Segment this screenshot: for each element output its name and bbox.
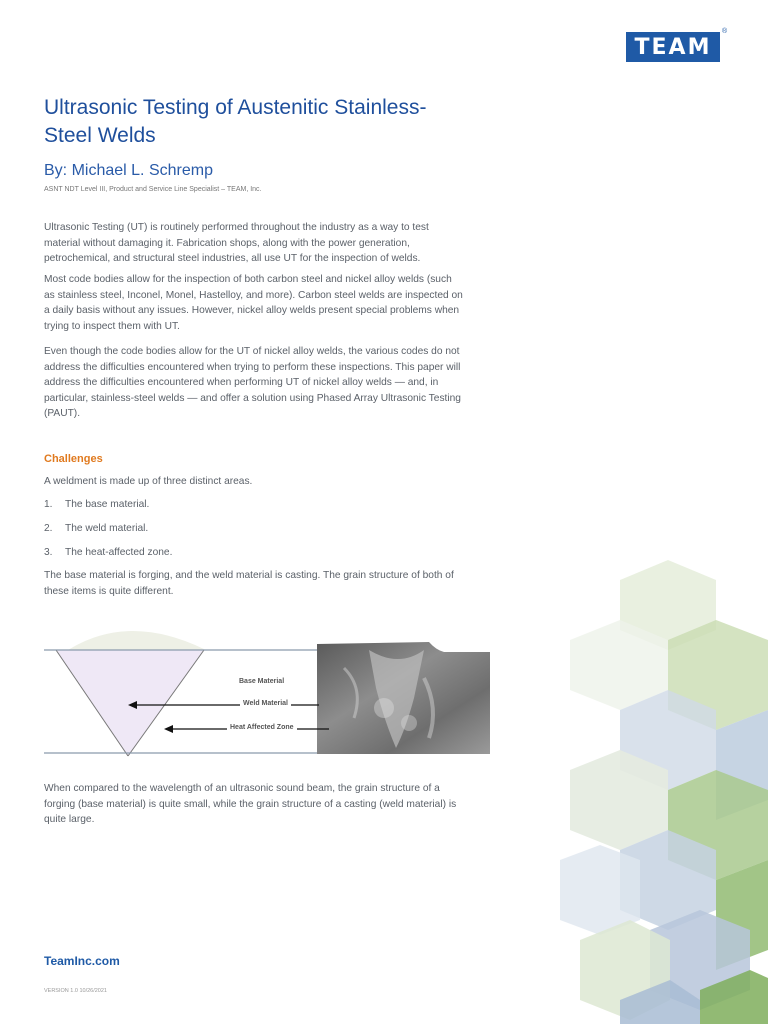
list-text: The base material.: [65, 499, 150, 510]
registered-mark: ®: [722, 28, 728, 35]
list-number: 3.: [44, 547, 53, 558]
byline: [44, 162, 213, 180]
weld-groove: [56, 650, 204, 756]
version-text: VERSION 1.0 10/26/2021: [44, 988, 107, 994]
heat-affected-zone-label: Heat Affected Zone: [227, 724, 297, 731]
byline-label: By:: [44, 162, 68, 179]
weld-diagram-graphic: [44, 628, 504, 758]
paragraph-code-bodies: Most code bodies allow for the inspection of both carbon steel and nickel alloy welds (such as stainless steel, Inconel, Monel, Hastelloy, and more). Carbon steel welds are inspected on a daily basis without any issues. However, nickel alloy welds present special problems when trying to inspect them with UT.: [44, 274, 463, 332]
list-text: The weld material.: [65, 523, 149, 534]
team-logo: TEAM: [626, 32, 720, 62]
weld-material-label: Weld Material: [240, 700, 291, 707]
website-link[interactable]: TeamInc.com: [44, 954, 120, 968]
weld-macro-photo: [317, 642, 490, 754]
weldment-areas-list: [44, 499, 172, 571]
weld-diagram: [44, 628, 504, 758]
paragraph-intro: Ultrasonic Testing (UT) is routinely performed throughout the industry as a way to test material without damaging it. Fabrication shops, along with the power generation, petrochemical, and structural steel industries, all use UT for the inspection of welds.: [44, 222, 429, 264]
list-number: 1.: [44, 499, 53, 510]
weldment-intro: A weldment is made up of three distinct areas.: [44, 476, 253, 487]
list-item: [44, 499, 172, 523]
document-title: Ultrasonic Testing of Austenitic Stainless-Steel Welds: [44, 96, 427, 147]
author-credential: ASNT NDT Level III, Product and Service Line Specialist – TEAM, Inc.: [44, 186, 262, 193]
list-item: [44, 523, 172, 547]
weld-cap: [68, 631, 206, 650]
paragraph-purpose: Even though the code bodies allow for the UT of nickel alloy welds, the various codes do not address the difficulties encountered when trying to perform these inspections. This paper will address the difficulties encountered when performing UT of nickel alloy welds — and, in particular, stainless-steel welds — and offer a solution using Phased Array Ultrasonic Testing (PAUT).: [44, 346, 461, 419]
section-heading-challenges: Challenges: [44, 453, 103, 465]
author-name: Michael L. Schremp: [71, 162, 213, 179]
base-material-label: Base Material: [239, 678, 285, 685]
paragraph-wavelength: When compared to the wavelength of an ultrasonic sound beam, the grain structure of a forging (base material) is quite small, while the grain structure of a casting (weld material) is quite large.: [44, 783, 457, 825]
list-number: 2.: [44, 523, 53, 534]
hexagon-pattern-decoration: [560, 560, 768, 1024]
list-text: The heat-affected zone.: [65, 547, 173, 558]
paragraph-grain-structure: The base material is forging, and the weld material is casting. The grain structure of both of these items is quite different.: [44, 570, 454, 597]
